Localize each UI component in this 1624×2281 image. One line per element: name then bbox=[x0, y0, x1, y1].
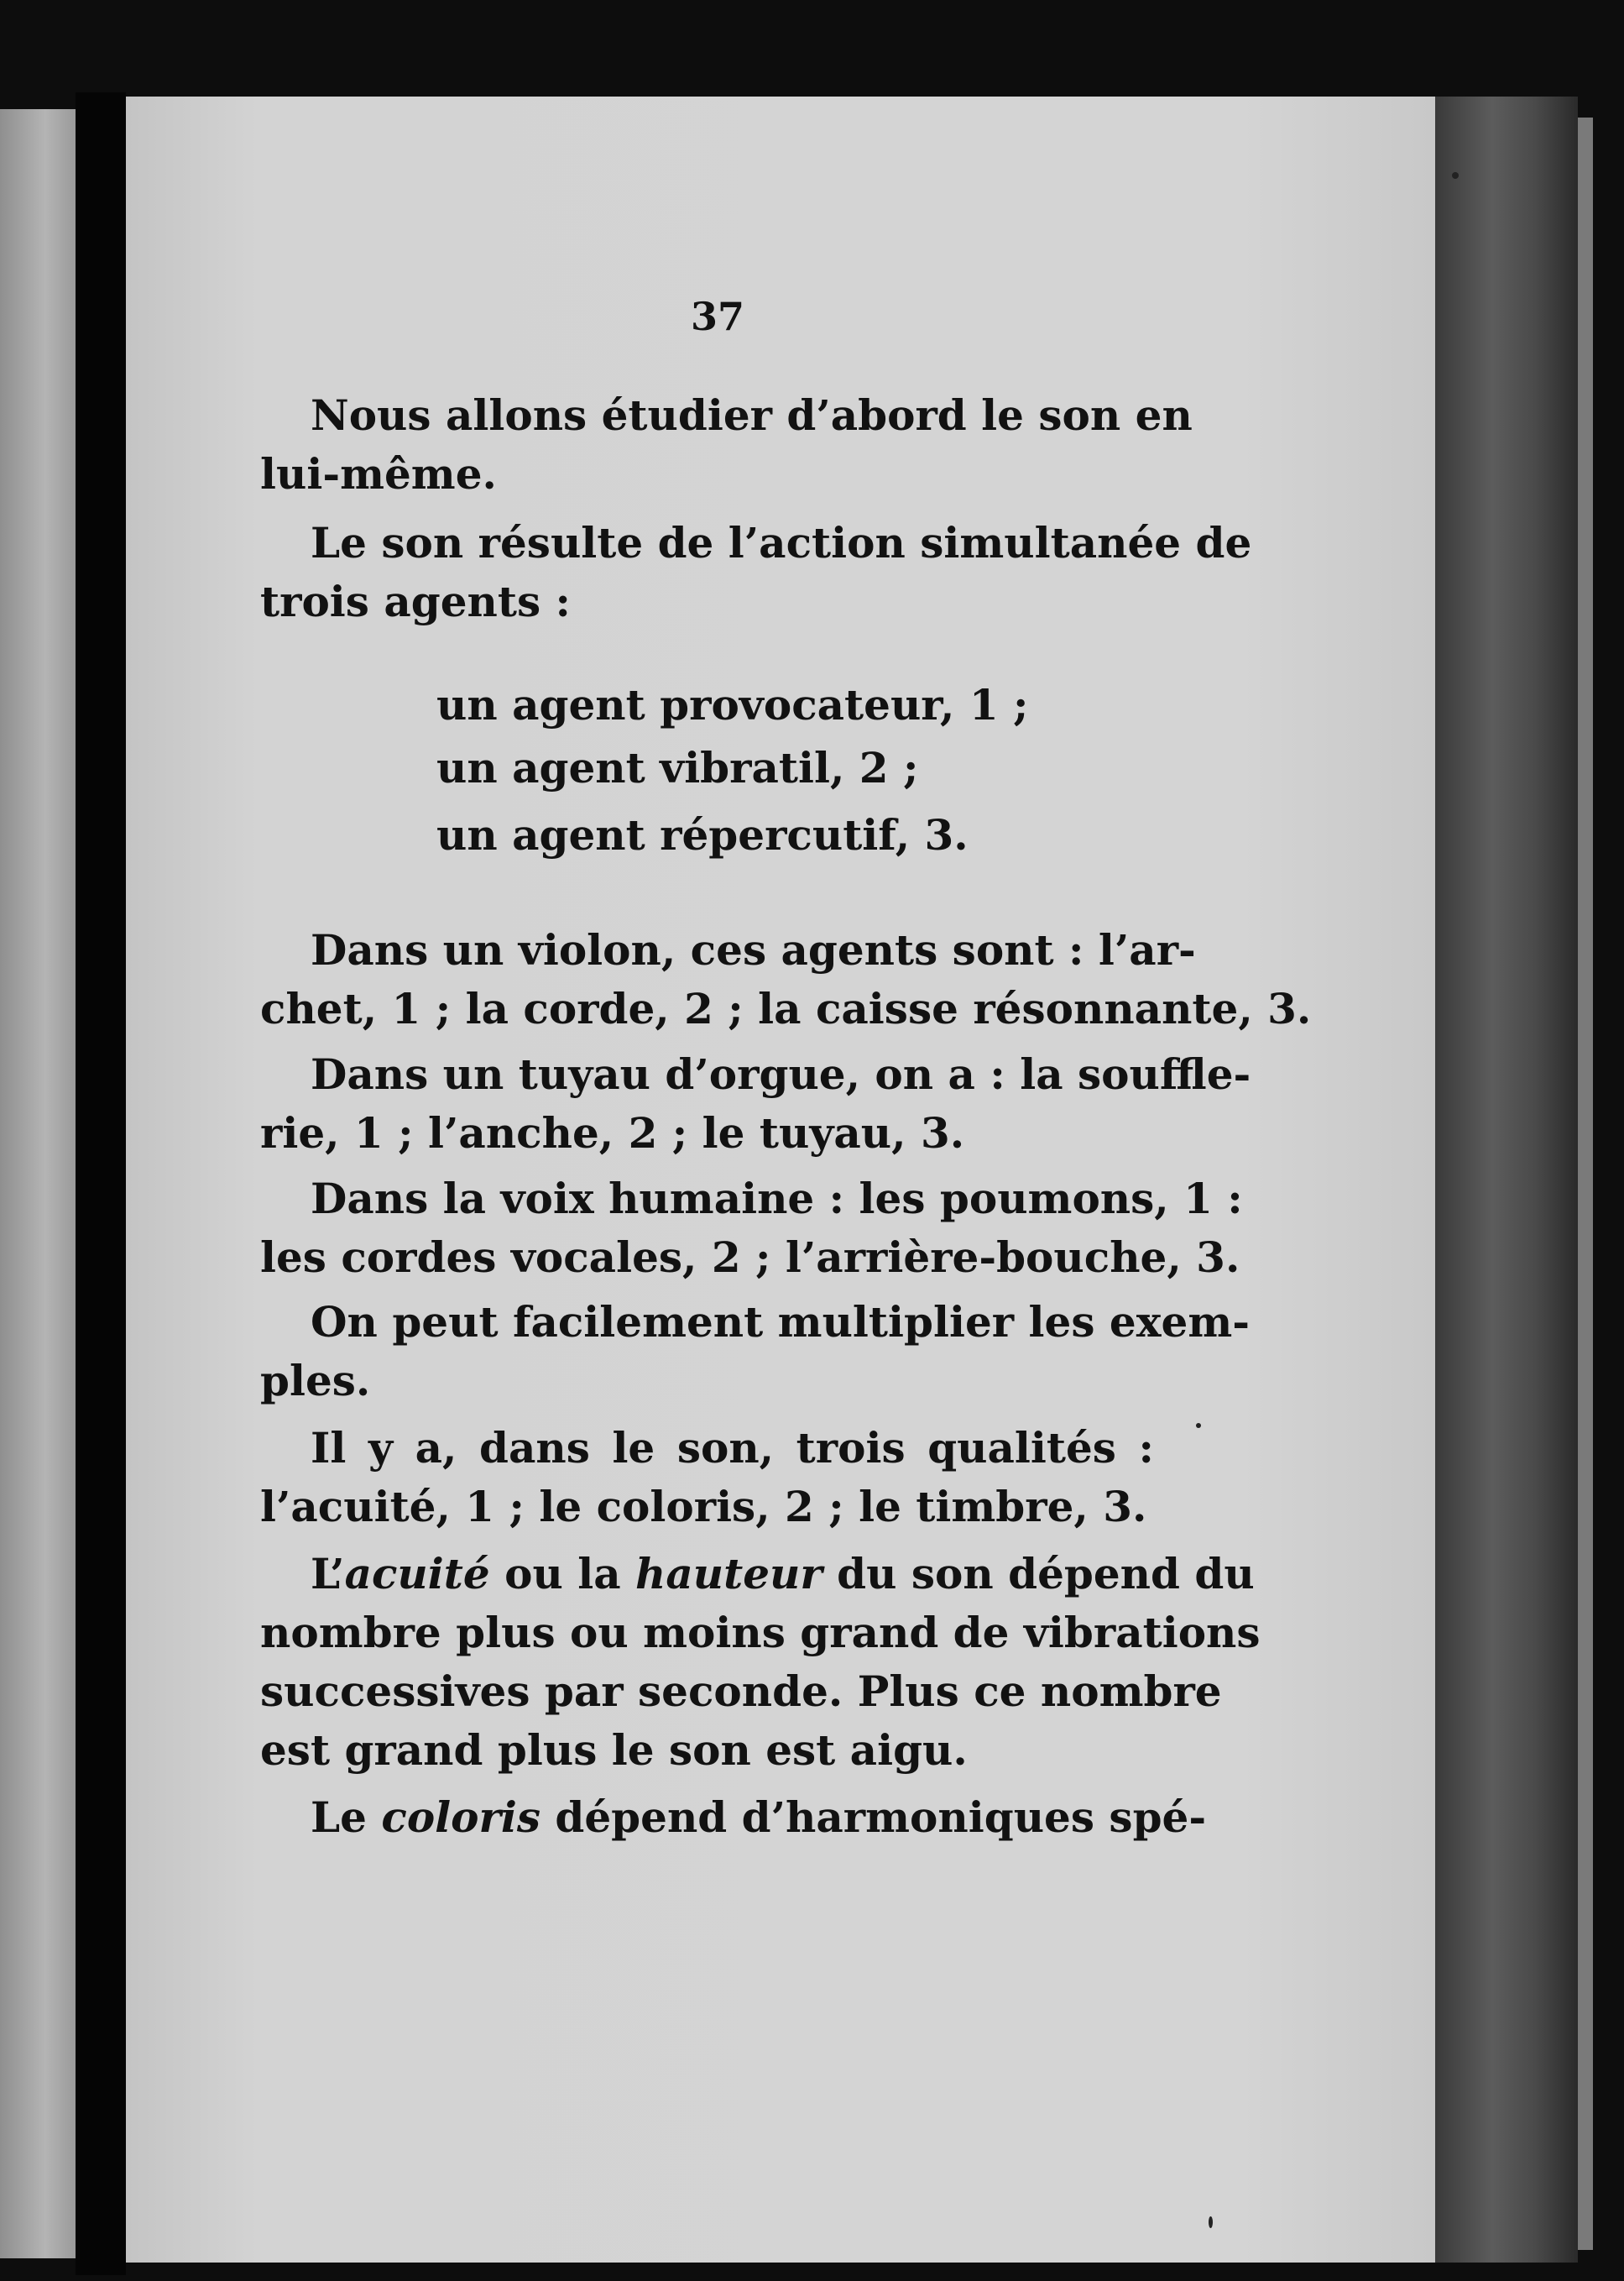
text-segment: rie, 1 ; l’anche, 2 ; le tuyau, 3. bbox=[260, 1108, 965, 1158]
text-line bbox=[260, 577, 571, 626]
italic-term: coloris bbox=[381, 1792, 540, 1842]
text-line bbox=[311, 1174, 1243, 1223]
text-segment: On peut facilement multiplier les exem- bbox=[311, 1297, 1250, 1347]
text-segment: les cordes vocales, 2 ; l’arrière-bouche, 3. bbox=[260, 1232, 1240, 1282]
text-segment: est grand plus le son est aigu. bbox=[260, 1725, 968, 1775]
text-line bbox=[311, 1549, 1255, 1598]
page-block-edge bbox=[1435, 97, 1578, 2263]
text-segment: l’acuité, 1 ; le coloris, 2 ; le timbre, 3. bbox=[260, 1482, 1147, 1531]
text-segment: un agent vibratil, 2 ; bbox=[436, 743, 919, 793]
text-line bbox=[436, 743, 919, 793]
scan-speck bbox=[1196, 1423, 1201, 1428]
text-segment: nombre plus ou moins grand de vibrations bbox=[260, 1608, 1261, 1657]
text-segment: du son dépend du bbox=[822, 1549, 1255, 1598]
book-gutter bbox=[76, 92, 126, 2275]
text-line bbox=[260, 984, 1312, 1033]
text-line bbox=[260, 1108, 965, 1158]
text-line bbox=[311, 1297, 1250, 1347]
text-segment: un agent provocateur, 1 ; bbox=[436, 680, 1029, 730]
text-segment: ples. bbox=[260, 1356, 371, 1405]
text-line bbox=[311, 390, 1193, 440]
text-segment: un agent répercutif, 3. bbox=[436, 810, 969, 860]
text-segment: Le bbox=[311, 1792, 382, 1842]
text-line bbox=[311, 925, 1196, 975]
text-segment: Nous allons étudier d’abord le son en bbox=[311, 390, 1193, 440]
scan-speck bbox=[1452, 172, 1459, 179]
text-line bbox=[260, 1232, 1240, 1282]
text-line bbox=[260, 1482, 1147, 1531]
text-segment: chet, 1 ; la corde, 2 ; la caisse résonnante, 3. bbox=[260, 984, 1312, 1033]
text-segment: Il y a, dans le son, trois qualités : bbox=[311, 1423, 1154, 1473]
text-line bbox=[260, 1608, 1261, 1657]
page-block-edge-highlight bbox=[1578, 118, 1593, 2250]
text-segment: Dans la voix humaine : les poumons, 1 : bbox=[311, 1174, 1243, 1223]
text-line bbox=[260, 449, 497, 499]
text-segment: Le son résulte de l’action simultanée de bbox=[311, 518, 1252, 568]
text-line bbox=[436, 810, 969, 860]
facing-page-edge bbox=[0, 109, 76, 2258]
text-line bbox=[260, 1356, 371, 1405]
text-segment: trois agents : bbox=[260, 577, 571, 626]
scan-speck bbox=[1209, 2216, 1213, 2228]
text-line bbox=[311, 1423, 1154, 1473]
text-segment: ou la bbox=[489, 1549, 636, 1598]
text-segment: lui-même. bbox=[260, 449, 497, 499]
text-line bbox=[436, 680, 1029, 730]
text-line bbox=[311, 1792, 1207, 1842]
text-line bbox=[311, 1049, 1251, 1099]
page-number: 37 bbox=[690, 294, 744, 339]
text-segment: L’ bbox=[311, 1549, 345, 1598]
text-segment: Dans un tuyau d’orgue, on a : la souffle- bbox=[311, 1049, 1251, 1099]
text-segment: successives par seconde. Plus ce nombre bbox=[260, 1666, 1222, 1716]
text-segment: dépend d’harmoniques spé- bbox=[540, 1792, 1207, 1842]
text-line bbox=[311, 518, 1252, 568]
text-line bbox=[260, 1666, 1222, 1716]
text-line bbox=[260, 1725, 968, 1775]
italic-term: acuité bbox=[344, 1549, 490, 1598]
italic-term: hauteur bbox=[635, 1549, 822, 1598]
text-segment: Dans un violon, ces agents sont : l’ar- bbox=[311, 925, 1196, 975]
